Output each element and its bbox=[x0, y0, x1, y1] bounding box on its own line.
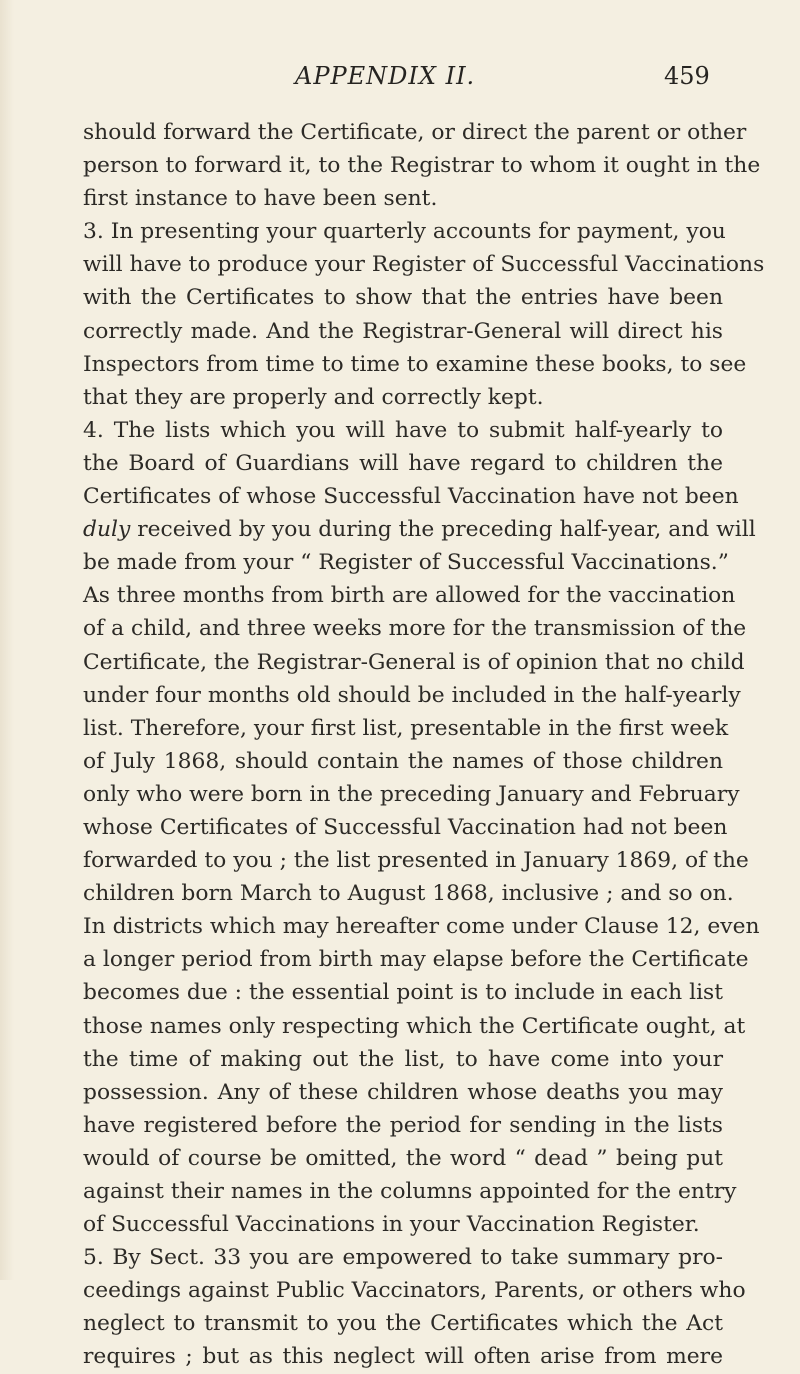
text-line bbox=[83, 612, 747, 645]
line-text: As three months from birth are allowed for the vaccination bbox=[83, 583, 736, 609]
line-text: against their names in the columns appointed for the entry bbox=[83, 1179, 737, 1204]
text-line bbox=[83, 116, 747, 149]
text-line bbox=[83, 712, 729, 745]
text-line bbox=[83, 149, 761, 182]
line-text: Inspectors from time to time to examine these books, to see bbox=[83, 351, 747, 377]
line-text: would of course be omitted, the word “ dead ” being put bbox=[83, 1145, 723, 1171]
line-text: Certificates of whose Successful Vaccination have not been bbox=[83, 484, 739, 510]
emphasis-text: duly bbox=[83, 517, 131, 543]
line-text: will have to produce your Register of Successful Vaccinations bbox=[83, 252, 765, 278]
text-line bbox=[83, 248, 765, 281]
line-text: ceedings against Public Vaccinators, Parents, or others who bbox=[83, 1278, 746, 1304]
text-line bbox=[83, 1043, 723, 1076]
text-line bbox=[83, 315, 723, 348]
text-line bbox=[83, 910, 760, 943]
text-line bbox=[83, 579, 736, 612]
line-text: list. Therefore, your first list, presentable in the first week bbox=[83, 715, 729, 741]
text-line bbox=[83, 414, 723, 447]
text-line bbox=[83, 381, 723, 414]
text-line bbox=[83, 182, 723, 215]
line-text: neglect to transmit to you the Certificates which the Act bbox=[83, 1311, 723, 1337]
text-line bbox=[83, 1241, 723, 1274]
line-text: of a child, and three weeks more for the transmission of the bbox=[83, 616, 747, 642]
text-line bbox=[83, 348, 747, 381]
line-text: requires ; but as this neglect will often arise from mere bbox=[83, 1344, 723, 1370]
text-line bbox=[83, 1175, 737, 1208]
text-line bbox=[83, 546, 729, 579]
text-line bbox=[83, 215, 726, 248]
line-text: the Board of Guardians will have regard to children the bbox=[83, 450, 723, 476]
text-line bbox=[83, 976, 723, 1009]
line-text: In districts which may hereafter come under Clause 12, even bbox=[83, 914, 760, 940]
text-line bbox=[83, 877, 734, 910]
text-line bbox=[83, 745, 723, 778]
text-line bbox=[83, 1340, 723, 1373]
text-line bbox=[83, 1142, 723, 1175]
text-line bbox=[83, 943, 749, 976]
running-title: APPENDIX II. bbox=[295, 62, 476, 90]
text-line bbox=[83, 844, 749, 877]
text-line bbox=[83, 679, 741, 712]
line-text: 4. The lists which you will have to submit half-yearly to bbox=[83, 417, 723, 443]
text-line bbox=[83, 1076, 723, 1109]
running-header bbox=[0, 62, 800, 92]
line-text: be made from your “ Register of Successful Vaccinations.” bbox=[83, 550, 729, 576]
text-line bbox=[83, 778, 740, 811]
text-line bbox=[83, 1307, 723, 1340]
text-line bbox=[83, 1010, 746, 1043]
line-text: becomes due : the essential point is to include in each list bbox=[83, 980, 723, 1006]
line-text: that they are properly and correctly kept. bbox=[83, 384, 544, 410]
line-text: with the Certificates to show that the entries have been bbox=[83, 285, 723, 311]
line-text: only who were born in the preceding January and February bbox=[83, 781, 740, 807]
line-text: received by you during the preceding half-year, and will bbox=[137, 517, 756, 543]
line-text: should forward the Certificate, or direct the parent or other bbox=[83, 120, 747, 145]
text-line bbox=[83, 513, 756, 546]
text-line bbox=[83, 1109, 723, 1142]
line-text: those names only respecting which the Certificate ought, at bbox=[83, 1013, 746, 1039]
line-text: 5. By Sect. 33 you are empowered to take summary pro- bbox=[83, 1245, 723, 1271]
text-line bbox=[83, 281, 723, 314]
line-text: under four months old should be included in the half-yearly bbox=[83, 682, 741, 708]
text-line bbox=[83, 646, 745, 679]
text-line bbox=[83, 1208, 723, 1241]
line-text: 3. In presenting your quarterly accounts for payment, you bbox=[83, 219, 726, 245]
line-text: the time of making out the list, to have come into your bbox=[83, 1046, 723, 1072]
line-text: Certificate, the Registrar-General is of opinion that no child bbox=[83, 649, 745, 675]
line-text: children born March to August 1868, inclusive ; and so on. bbox=[83, 881, 734, 907]
line-text: of Successful Vaccinations in your Vaccination Register. bbox=[83, 1212, 700, 1238]
body-text bbox=[83, 116, 765, 1374]
line-text: person to forward it, to the Registrar to whom it ought in the bbox=[83, 153, 761, 179]
page-edge bbox=[0, 0, 14, 1280]
line-text: have registered before the period for sending in the lists bbox=[83, 1112, 723, 1138]
line-text: a longer period from birth may elapse before the Certificate bbox=[83, 947, 749, 973]
line-text: correctly made. And the Registrar-General will direct his bbox=[83, 318, 723, 344]
text-line bbox=[83, 447, 723, 480]
line-text: whose Certificates of Successful Vaccination had not been bbox=[83, 814, 728, 840]
page-number: 459 bbox=[664, 62, 710, 90]
line-text: forwarded to you ; the list presented in January 1869, of the bbox=[83, 848, 749, 874]
line-text: of July 1868, should contain the names of those children bbox=[83, 748, 723, 774]
line-text: first instance to have been sent. bbox=[83, 186, 438, 212]
line-text: possession. Any of these children whose deaths you may bbox=[83, 1079, 723, 1105]
text-line bbox=[83, 480, 739, 513]
text-line bbox=[83, 811, 728, 844]
text-line bbox=[83, 1274, 746, 1307]
